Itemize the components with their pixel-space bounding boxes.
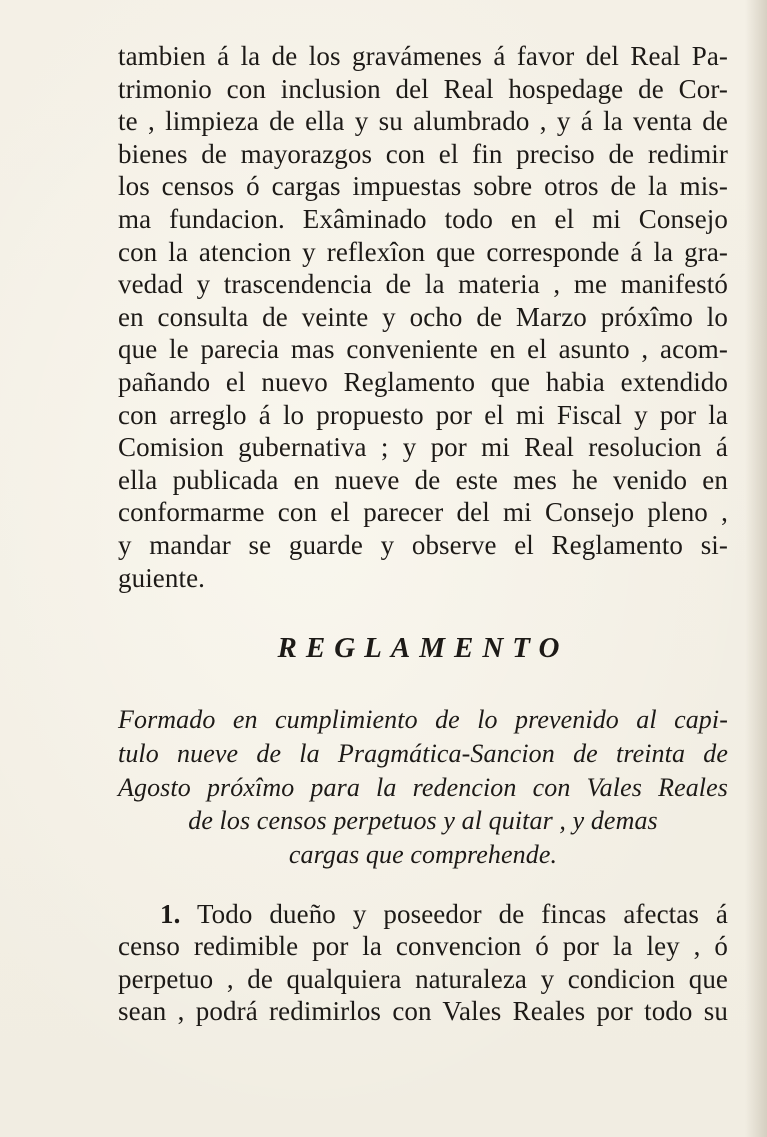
subtitle-line: Agosto próxîmo para la redencion con Vales Reales bbox=[118, 772, 728, 802]
article-first-line-text: Todo dueño y poseedor de fincas afectas á bbox=[196, 899, 728, 929]
body-paragraph bbox=[118, 40, 728, 594]
body-line: ella publicada en nueve de este mes he venido en bbox=[118, 464, 728, 495]
body-line: con la atencion y reflexîon que corresponde á la gra- bbox=[118, 236, 728, 267]
article-line: perpetuo , de qualquiera naturaleza y condicion que bbox=[118, 963, 728, 994]
body-line: Comision gubernativa ; y por mi Real resolucion á bbox=[118, 432, 728, 463]
body-line: bienes de mayorazgos con el fin preciso de redimir bbox=[118, 138, 728, 169]
body-line: te , limpieza de ella y su alumbrado , y á la venta de bbox=[118, 106, 728, 137]
body-line: con arreglo á lo propuesto por el mi Fiscal y por la bbox=[118, 399, 728, 430]
body-line: ma fundacion. Exâminado todo en el mi Consejo bbox=[118, 203, 728, 234]
body-line: conformarme con el parecer del mi Consejo pleno , bbox=[118, 497, 728, 528]
body-line: y mandar se guarde y observe el Reglamento si- bbox=[118, 529, 728, 560]
page-gutter-shadow bbox=[745, 0, 767, 1137]
section-subtitle bbox=[118, 703, 728, 872]
body-line: trimonio con inclusion del Real hospedage de Cor- bbox=[118, 73, 728, 104]
article-first-line bbox=[118, 898, 728, 930]
subtitle-line: tulo nueve de la Pragmática-Sancion de treinta de bbox=[118, 738, 728, 768]
subtitle-line: de los censos perpetuos y al quitar , y demas bbox=[188, 806, 658, 836]
article-number: 1. bbox=[160, 899, 181, 929]
body-line: en consulta de veinte y ocho de Marzo próxîmo lo bbox=[118, 301, 728, 332]
article-line: sean , podrá redimirlos con Vales Reales por todo su bbox=[118, 996, 728, 1027]
body-line: que le parecia mas conveniente en el asunto , acom- bbox=[118, 334, 728, 365]
body-line: pañando el nuevo Reglamento que habia extendido bbox=[118, 366, 728, 397]
subtitle-line: cargas que comprehende. bbox=[288, 840, 558, 870]
section-heading: REGLAMENTO bbox=[277, 632, 569, 664]
body-line: los censos ó cargas impuestas sobre otros de la mis- bbox=[118, 171, 728, 202]
article-paragraph bbox=[118, 898, 728, 1028]
body-line: guiente. bbox=[118, 562, 206, 593]
body-line: tambien á la de los gravámenes á favor del Real Pa- bbox=[118, 41, 728, 71]
article-line: censo redimible por la convencion ó por la ley , ó bbox=[118, 931, 728, 962]
body-line: vedad y trascendencia de la materia , me manifestó bbox=[118, 269, 728, 300]
subtitle-line: Formado en cumplimiento de lo prevenido al capi- bbox=[118, 705, 728, 734]
